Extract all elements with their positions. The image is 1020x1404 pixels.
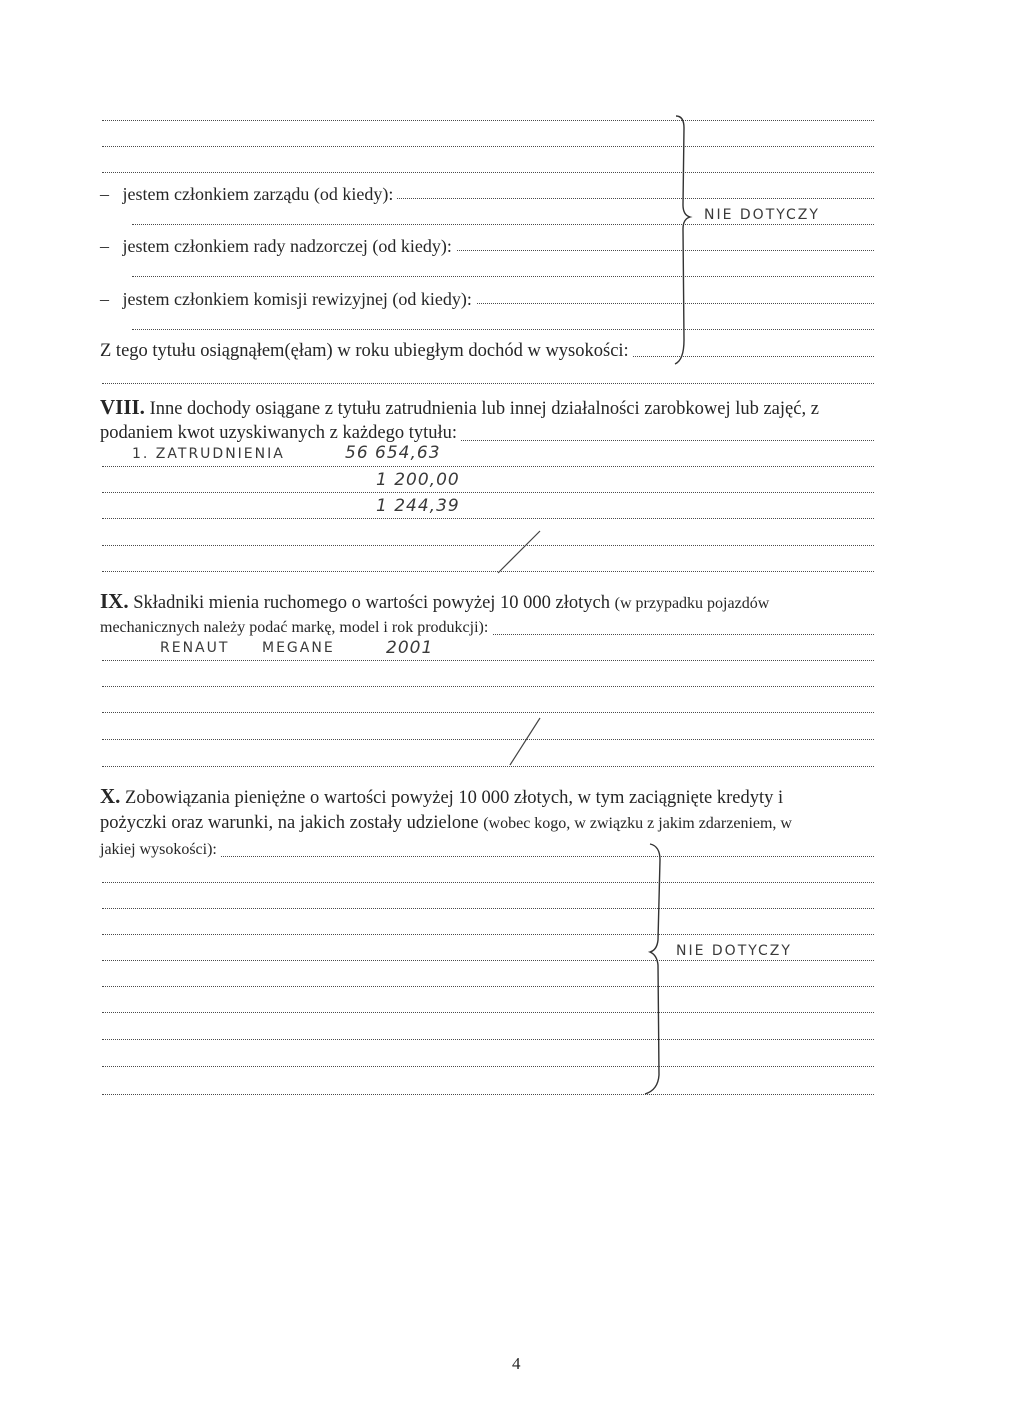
handwritten-vehicle-model: MEGANE <box>262 640 335 656</box>
dash: – <box>100 236 123 256</box>
supervisory-member-label: jestem członkiem rady nadzorczej (od kiedy): <box>122 236 452 256</box>
section-ix-number: IX. <box>100 589 129 613</box>
handwritten-vehicle-year: 2001 <box>386 638 434 658</box>
audit-member-label: jestem członkiem komisji rewizyjnej (od kiedy): <box>122 289 472 309</box>
section-viii-text-1: Inne dochody osiągane z tytułu zatrudnienia lub innej działalności zarobkowej lub zajęć, z <box>149 399 819 419</box>
dash: – <box>100 184 123 204</box>
income-label: Z tego tytułu osiągnąłem(ęłam) w roku ubiegłym dochód w wysokości: <box>100 341 633 361</box>
handwritten-brace <box>675 116 690 364</box>
section-ix-text-2: mechanicznych należy podać markę, model i rok produkcji): <box>100 619 489 636</box>
section-viii-heading-line2: podaniem kwot uzyskiwanych z każdego tytułu: <box>100 422 461 444</box>
handwritten-amount: 1 200,00 <box>376 470 460 490</box>
section-ix-text-1: Składniki mienia ruchomego o wartości powyżej 10 000 złotych <box>133 593 611 613</box>
handwritten-employment: 1. ZATRUDNIENIA <box>132 446 285 462</box>
board-member-label: jestem członkiem zarządu (od kiedy): <box>122 184 394 204</box>
page-number: 4 <box>512 1354 521 1373</box>
dash: – <box>100 289 123 309</box>
handwritten-amount: 56 654,63 <box>345 443 441 463</box>
handwritten-vehicle-make: RENAUT <box>160 640 230 656</box>
handwritten-slash <box>510 718 540 765</box>
section-x-text-1: Zobowiązania pieniężne o wartości powyżej 10 000 złotych, w tym zaciągnięte kredyty i <box>125 788 784 808</box>
section-x-number: X. <box>100 784 121 808</box>
handwritten-not-applicable: NIE DOTYCZY <box>704 207 820 223</box>
section-x-text-3: jakiej wysokości): <box>100 841 217 858</box>
section-viii-number: VIII. <box>100 395 145 419</box>
section-x-text-2-small: (wobec kogo, w związku z jakim zdarzeniem, w <box>483 815 792 832</box>
handwritten-brace <box>645 844 660 1094</box>
handwritten-not-applicable: NIE DOTYCZY <box>676 943 792 959</box>
section-x-text-2: pożyczki oraz warunki, na jakich zostały udzielone <box>100 813 479 833</box>
section-ix-text-1-small: (w przypadku pojazdów <box>614 595 770 612</box>
handwritten-amount: 1 244,39 <box>376 496 460 516</box>
handwritten-slash <box>498 531 540 573</box>
